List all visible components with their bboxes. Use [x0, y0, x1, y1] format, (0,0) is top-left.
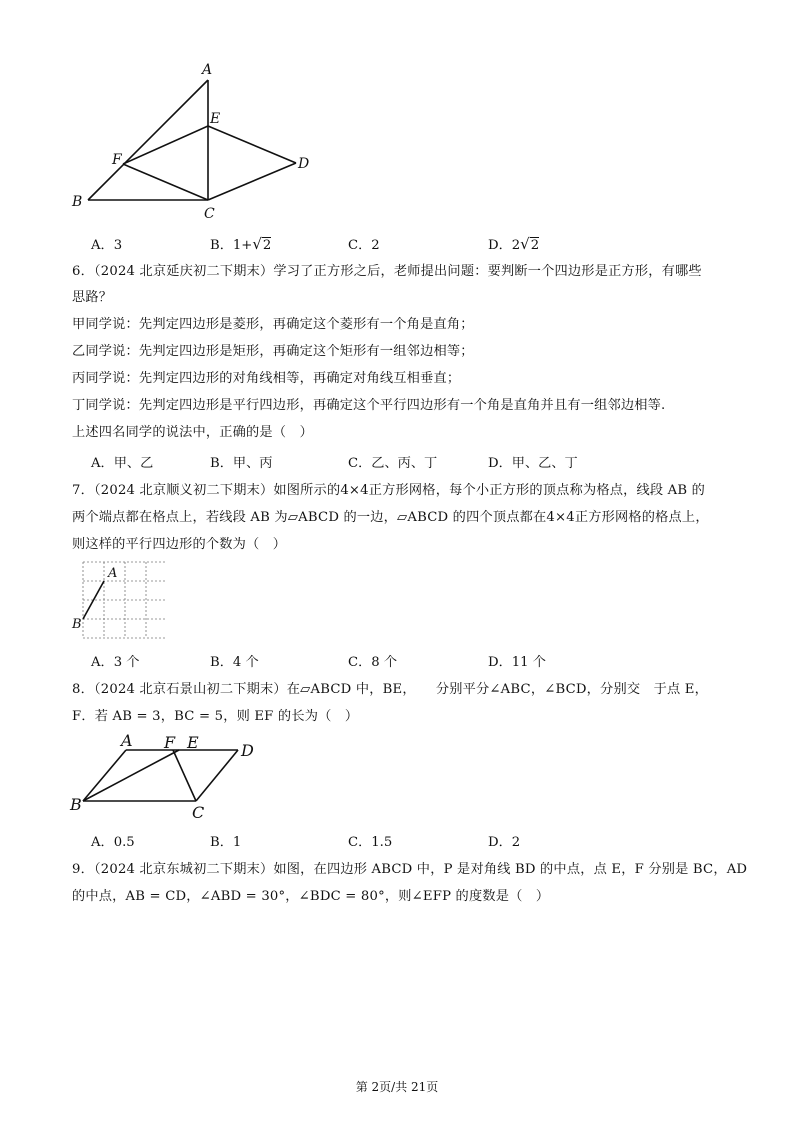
q5-option-b-prefix: B． — [210, 238, 233, 253]
q8-option-a: A．0.5 — [91, 835, 135, 850]
q5-option-b-value: 1+ — [232, 238, 253, 253]
q6-stem-line1: 6．（2024 北京延庆初二下期末）学习了正方形之后，老师提出问题：要判断一个四边形是正方形，有哪些 — [72, 264, 702, 279]
parallelogram-label-c: C — [192, 803, 205, 822]
parallelogram-label-b: B — [70, 795, 82, 814]
parallelogram-label-a: A — [121, 731, 133, 750]
q6-question: 上述四名同学的说法中，正确的是（ ） — [72, 425, 313, 440]
q6-statement-jia: 甲同学说：先判定四边形是菱形，再确定这个菱形有一个角是直角； — [72, 317, 474, 332]
q5-option-d-prefix: D． — [488, 238, 512, 253]
q7-option-a: A．3 个 — [91, 655, 140, 670]
point-label-d: D — [298, 156, 310, 172]
grid-label-a: A — [108, 566, 118, 581]
q5-option-d-value: 2 — [511, 238, 521, 253]
q5-option-d: D．2√2 — [488, 235, 540, 253]
q6-option-b: B．甲、丙 — [210, 456, 273, 471]
q8-stem-line2: F．若 AB = 3，BC = 5，则 EF 的长为（ ） — [72, 709, 359, 724]
point-label-a: A — [202, 62, 213, 78]
parallelogram-label-e: E — [187, 733, 199, 752]
q5-option-c: C．2 — [348, 238, 380, 253]
point-label-c: C — [204, 206, 215, 222]
q7-option-d: D．11 个 — [488, 655, 546, 670]
figure-q8-parallelogram — [66, 728, 266, 823]
q8-option-d: D．2 — [488, 835, 521, 850]
q7-stem-line1: 7．（2024 北京顺义初二下期末）如图所示的4×4正方形网格，每个小正方形的顶点称为格点，线段 AB 的 — [72, 483, 706, 498]
q9-stem-line2: 的中点，AB = CD，∠ABD = 30°，∠BDC = 80°，则∠EFP 的度数是（ ） — [72, 889, 550, 904]
parallelogram-label-f: F — [164, 733, 176, 752]
q7-option-b: B．4 个 — [210, 655, 259, 670]
q5-option-d-radicand: 2 — [530, 238, 540, 253]
q8-option-b: B．1 — [210, 835, 242, 850]
q6-statement-yi: 乙同学说：先判定四边形是矩形，再确定这个矩形有一组邻边相等； — [72, 344, 474, 359]
point-label-e: E — [210, 111, 221, 127]
q7-stem-line2: 两个端点都在格点上，若线段 AB 为▱ABCD 的一边，▱ABCD 的四个顶点都在4×4正方形网格的格点上， — [72, 510, 709, 525]
q6-stem-line2: 思路？ — [72, 290, 113, 305]
q6-option-d: D．甲、乙、丁 — [488, 456, 578, 471]
page-footer: 第 2页/共 21页 — [355, 1080, 439, 1094]
q8-stem-line1: 8．（2024 北京石景山初二下期末）在▱ABCD 中，BE， 分别平分∠ABC，∠BCD，分别交 于点 E， — [72, 682, 708, 697]
figure-q7-grid — [66, 558, 176, 648]
grid-label-b: B — [72, 617, 82, 632]
point-label-b: B — [72, 194, 83, 210]
q7-stem-line3: 则这样的平行四边形的个数为（ ） — [72, 537, 287, 552]
parallelogram-label-d: D — [241, 741, 254, 760]
q6-statement-ding: 丁同学说：先判定四边形是平行四边形，再确定这个平行四边形有一个角是直角并且有一组邻边相等. — [72, 398, 666, 413]
q5-option-b-radicand: 2 — [262, 238, 272, 253]
q8-option-c: C．1.5 — [348, 835, 393, 850]
q9-stem-line1: 9．（2024 北京东城初二下期末）如图，在四边形 ABCD 中，P 是对角线 BD 的中点，点 E，F 分别是 BC，AD — [72, 862, 748, 877]
q5-option-a: A．3 — [91, 238, 123, 253]
q7-option-c: C．8 个 — [348, 655, 398, 670]
q6-statement-bing: 丙同学说：先判定四边形的对角线相等，再确定对角线互相垂直； — [72, 371, 461, 386]
q6-option-c: C．乙、丙、丁 — [348, 456, 438, 471]
figure-q5-geometry — [60, 58, 330, 223]
q5-option-b: B．1+√2 — [210, 235, 272, 253]
point-label-f: F — [112, 152, 122, 168]
q6-option-a: A．甲、乙 — [91, 456, 154, 471]
